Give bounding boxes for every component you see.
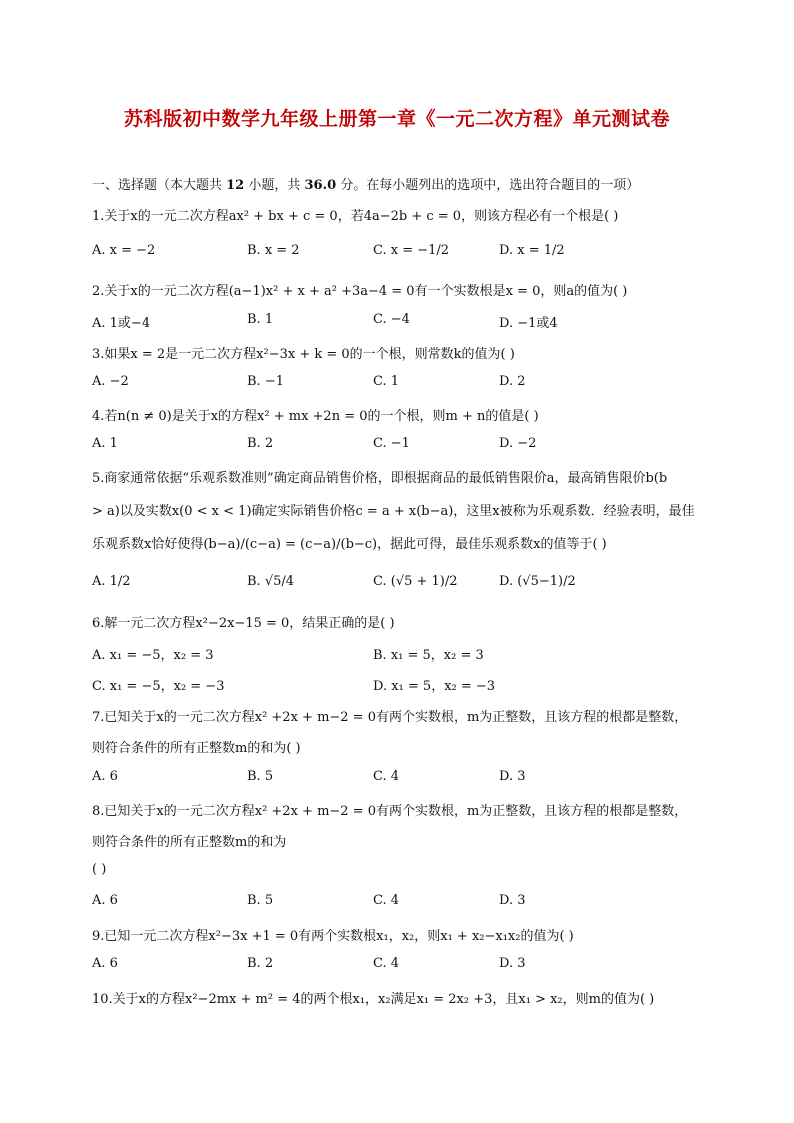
question-8-line-1: 8.已知关于x的一元二次方程x² +2x + m−2 = 0有两个实数根，m为正整数，且该方程的根都是整数， (92, 804, 688, 819)
q9-option-b[interactable]: B. 2 (247, 956, 274, 971)
question-7-line-2: 则符合条件的所有正整数m的和为( ) (92, 741, 301, 756)
question-2-options (92, 312, 712, 334)
q5-option-b[interactable]: B. √5/4 (247, 574, 295, 589)
q8-option-c[interactable]: C. 4 (373, 893, 400, 908)
q8-option-d[interactable]: D. 3 (499, 893, 526, 908)
q5-option-c[interactable]: C. (√5 + 1)/2 (373, 574, 458, 589)
question-8-line-3: ( ) (92, 862, 107, 877)
question-4-options (92, 436, 712, 458)
q7-option-c[interactable]: C. 4 (373, 769, 400, 784)
q2-option-a[interactable]: A. 1或−4 (92, 316, 151, 331)
question-7-options (92, 769, 712, 791)
q3-option-b[interactable]: B. −1 (247, 374, 284, 389)
q8-option-a[interactable]: A. 6 (92, 893, 118, 908)
q3-option-a[interactable]: A. −2 (92, 374, 129, 389)
q5-option-a[interactable]: A. 1/2 (92, 574, 131, 589)
q3-option-c[interactable]: C. 1 (373, 374, 400, 389)
question-3-text: 3.如果x = 2是一元二次方程x²−3x + k = 0的一个根，则常数k的值为( ) (92, 347, 515, 362)
question-5-options (92, 574, 712, 596)
q6-option-a[interactable]: A. x₁ = −5，x₂ = 3 (92, 648, 214, 663)
q9-option-d[interactable]: D. 3 (499, 956, 526, 971)
q7-option-a[interactable]: A. 6 (92, 769, 118, 784)
question-3-options (92, 374, 712, 396)
q6-option-d[interactable]: D. x₁ = 5，x₂ = −3 (373, 679, 496, 694)
q1-option-a[interactable]: A. x = −2 (92, 243, 156, 258)
q4-option-a[interactable]: A. 1 (92, 436, 118, 451)
q1-option-b[interactable]: B. x = 2 (247, 243, 300, 258)
q2-option-b[interactable]: B. 1 (247, 312, 274, 327)
section-heading: 一、选择题（本大题共 12 小题，共 36.0 分。在每小题列出的选项中，选出符合题目的一项） (92, 178, 640, 193)
page-title: 苏科版初中数学九年级上册第一章《一元二次方程》单元测试卷 (123, 108, 670, 130)
q6-option-b[interactable]: B. x₁ = 5，x₂ = 3 (373, 648, 484, 663)
question-9-text: 9.已知一元二次方程x²−3x +1 = 0有两个实数根x₁，x₂，则x₁ + x₂−x₁x₂的值为( ) (92, 929, 574, 944)
q7-option-b[interactable]: B. 5 (247, 769, 274, 784)
question-6-options-row-2 (92, 675, 712, 697)
question-8-options (92, 893, 712, 915)
q2-option-d[interactable]: D. −1或4 (499, 316, 558, 331)
question-10-text: 10.关于x的方程x²−2mx + m² = 4的两个根x₁，x₂满足x₁ = 2x₂ +3，且x₁ > x₂，则m的值为( ) (92, 992, 655, 1007)
question-9-options (92, 956, 712, 978)
question-1-options (92, 243, 712, 265)
question-1-text: 1.关于x的一元二次方程ax² + bx + c = 0，若4a−2b + c = 0，则该方程必有一个根是( ) (92, 209, 619, 224)
q2-option-c[interactable]: C. −4 (373, 312, 410, 327)
question-8-line-2: 则符合条件的所有正整数m的和为 (92, 835, 287, 850)
q1-option-d[interactable]: D. x = 1/2 (499, 243, 565, 258)
q6-option-c[interactable]: C. x₁ = −5，x₂ = −3 (92, 679, 225, 694)
q9-option-c[interactable]: C. 4 (373, 956, 400, 971)
q9-option-a[interactable]: A. 6 (92, 956, 118, 971)
q3-option-d[interactable]: D. 2 (499, 374, 526, 389)
q1-option-c[interactable]: C. x = −1/2 (373, 243, 450, 258)
question-2-text: 2.关于x的一元二次方程(a−1)x² + x + a² +3a−4 = 0有一个实数根是x = 0，则a的值为( ) (92, 284, 628, 299)
question-6-options-row-1 (92, 644, 712, 666)
q8-option-b[interactable]: B. 5 (247, 893, 274, 908)
q7-option-d[interactable]: D. 3 (499, 769, 526, 784)
question-7-line-1: 7.已知关于x的一元二次方程x² +2x + m−2 = 0有两个实数根，m为正整数，且该方程的根都是整数， (92, 710, 688, 725)
q4-option-c[interactable]: C. −1 (373, 436, 410, 451)
q4-option-b[interactable]: B. 2 (247, 436, 274, 451)
question-5-line-2: > a)以及实数x(0 < x < 1)确定实际销售价格c = a + x(b−a)，这里x被称为乐观系数．经验表明，最佳 (92, 504, 695, 519)
question-5-line-1: 5.商家通常依据“乐观系数准则”确定商品销售价格，即根据商品的最低销售限价a，最高销售限价b(b (92, 471, 668, 486)
question-5-line-3: 乐观系数x恰好使得(b−a)/(c−a) = (c−a)/(b−c)，据此可得，最佳乐观系数x的值等于( ) (92, 537, 607, 552)
q5-option-d[interactable]: D. (√5−1)/2 (499, 574, 576, 589)
question-4-text: 4.若n(n ≠ 0)是关于x的方程x² + mx +2n = 0的一个根，则m + n的值是( ) (92, 409, 539, 424)
q4-option-d[interactable]: D. −2 (499, 436, 537, 451)
question-6-text: 6.解一元二次方程x²−2x−15 = 0，结果正确的是( ) (92, 616, 395, 631)
